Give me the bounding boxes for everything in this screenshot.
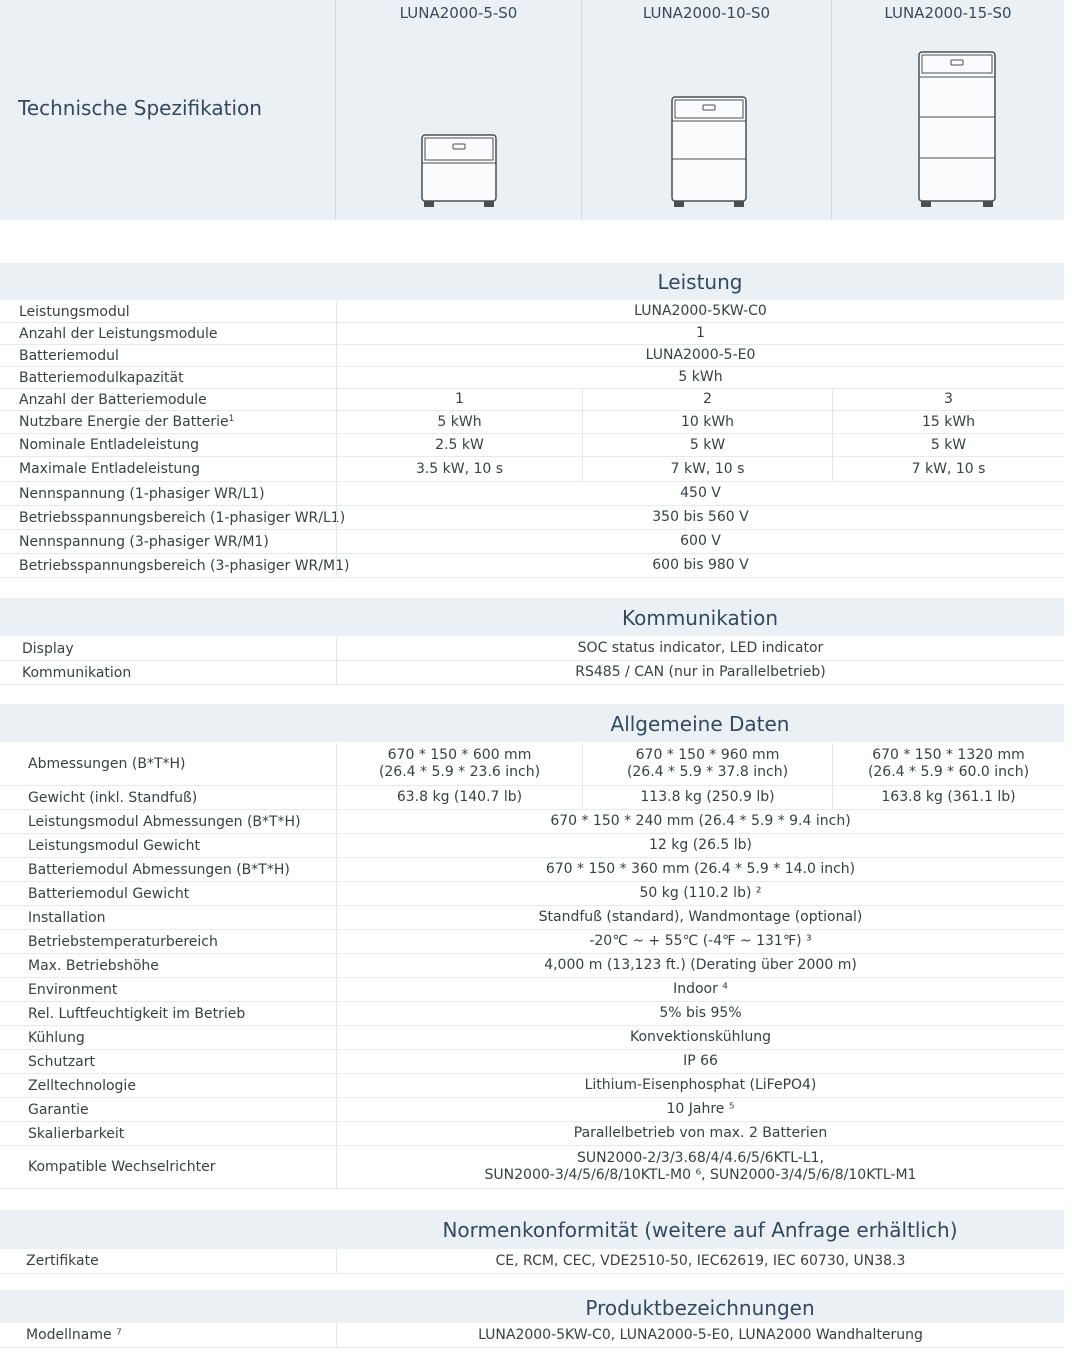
row-kommunikation bbox=[0, 661, 1064, 685]
dim-inch: (26.4 * 5.9 * 37.8 inch) bbox=[626, 764, 789, 780]
row-label: Skalierbarkeit bbox=[28, 1125, 125, 1142]
dim-inch: (26.4 * 5.9 * 60.0 inch) bbox=[867, 764, 1030, 780]
row-anzahl-leistungsmodule bbox=[0, 323, 1064, 345]
row-label: Kühlung bbox=[28, 1029, 85, 1046]
row-label: Betriebsspannungsbereich (1-phasiger WR/L1) bbox=[19, 509, 346, 526]
row-value: 670 * 150 * 360 mm (26.4 * 5.9 * 14.0 inch) bbox=[336, 858, 1064, 881]
row-kuehlung bbox=[0, 1026, 1064, 1050]
row-label: Anzahl der Batteriemodule bbox=[19, 391, 207, 408]
row-skalierbarkeit bbox=[0, 1122, 1064, 1146]
row-value: 4,000 m (13,123 ft.) (Derating über 2000 m) bbox=[336, 954, 1064, 977]
row-value: Standfuß (standard), Wandmontage (optional) bbox=[336, 906, 1064, 929]
row-label bbox=[19, 411, 234, 433]
row-anzahl-batteriemodule bbox=[0, 389, 1064, 411]
row-leistungsmodul bbox=[0, 301, 1064, 323]
row-value-5: 3.5 kW, 10 s bbox=[336, 457, 582, 481]
dim-mm: 670 * 150 * 1320 mm bbox=[872, 747, 1025, 763]
row-label: Betriebstemperaturbereich bbox=[28, 933, 218, 950]
row-value-10: 7 kW, 10 s bbox=[582, 457, 832, 481]
row-value: Konvektionskühlung bbox=[336, 1026, 1064, 1049]
row-batteriemodulkapazitaet bbox=[0, 367, 1064, 389]
dim-inch: (26.4 * 5.9 * 23.6 inch) bbox=[378, 764, 541, 780]
row-environment bbox=[0, 978, 1064, 1002]
row-installation bbox=[0, 906, 1064, 930]
section-kommunikation bbox=[0, 598, 1064, 636]
row-value-5: 2.5 kW bbox=[336, 434, 582, 456]
section-title-produkt: Produktbezeichnungen bbox=[585, 1296, 815, 1320]
row-gewicht bbox=[0, 786, 1064, 810]
row-zelltechnologie bbox=[0, 1074, 1064, 1098]
dim-mm: 670 * 150 * 600 mm bbox=[387, 747, 532, 763]
row-label: Betriebsspannungsbereich (3-phasiger WR/M1) bbox=[19, 557, 350, 574]
row-value-5: 63.8 kg (140.7 lb) bbox=[336, 786, 582, 809]
row-label: Leistungsmodul bbox=[19, 303, 130, 320]
row-betriebshoehe bbox=[0, 954, 1064, 978]
section-title-leistung: Leistung bbox=[657, 270, 743, 294]
row-lm-gewicht bbox=[0, 834, 1064, 858]
section-normen bbox=[0, 1210, 1064, 1249]
row-value: 350 bis 560 V bbox=[336, 506, 1064, 529]
row-value: LUNA2000-5KW-C0 bbox=[336, 301, 1064, 322]
row-value: 450 V bbox=[336, 482, 1064, 505]
model-column-5 bbox=[336, 0, 582, 220]
row-label: Nennspannung (3-phasiger WR/M1) bbox=[19, 533, 269, 550]
row-value-5: 1 bbox=[336, 389, 582, 410]
row-value: Parallelbetrieb von max. 2 Batterien bbox=[336, 1122, 1064, 1145]
dim-mm: 670 * 150 * 960 mm bbox=[635, 747, 780, 763]
row-value: 600 V bbox=[336, 530, 1064, 553]
row-value-15: 163.8 kg (361.1 lb) bbox=[832, 786, 1064, 809]
section-title-allgemein: Allgemeine Daten bbox=[610, 712, 790, 736]
section-title-normen: Normenkonformität (weitere auf Anfrage erhältlich) bbox=[442, 1218, 958, 1242]
row-label: Batteriemodul bbox=[19, 347, 119, 364]
row-abmessungen bbox=[0, 743, 1064, 786]
row-value-15: 7 kW, 10 s bbox=[832, 457, 1064, 481]
model-column-15 bbox=[832, 0, 1064, 220]
row-label: Garantie bbox=[28, 1101, 89, 1118]
inverter-line-2: SUN2000-3/4/5/6/8/10KTL-M0 ⁶, SUN2000-3/4/5/6/8/10KTL-M1 bbox=[484, 1167, 917, 1183]
row-value-15: 5 kW bbox=[832, 434, 1064, 456]
model-name-15: LUNA2000-15-S0 bbox=[884, 4, 1012, 22]
row-nennspannung-3ph bbox=[0, 530, 1064, 554]
page-title: Technische Spezifikation bbox=[18, 96, 262, 120]
row-label: Anzahl der Leistungsmodule bbox=[19, 325, 218, 342]
inverter-line-1: SUN2000-2/3/3.68/4/4.6/5/6KTL-L1, bbox=[577, 1150, 824, 1166]
battery-5-image bbox=[420, 133, 498, 209]
row-modellname bbox=[0, 1323, 1064, 1348]
row-label: Display bbox=[22, 640, 74, 657]
model-name-10: LUNA2000-10-S0 bbox=[642, 4, 771, 22]
row-label: Batteriemodulkapazität bbox=[19, 369, 184, 386]
row-label: Max. Betriebshöhe bbox=[28, 957, 159, 974]
row-value: 12 kg (26.5 lb) bbox=[336, 834, 1064, 857]
row-value-10: 10 kWh bbox=[582, 411, 832, 433]
row-label: Gewicht (inkl. Standfuß) bbox=[28, 789, 198, 806]
row-value: Lithium-Eisenphosphat (LiFePO4) bbox=[336, 1074, 1064, 1097]
row-value: -20℃ ~ + 55℃ (-4℉ ~ 131℉) ³ bbox=[336, 930, 1064, 953]
header-title-cell bbox=[0, 0, 336, 220]
row-value: 5 kWh bbox=[336, 367, 1064, 388]
row-value: LUNA2000-5KW-C0, LUNA2000-5-E0, LUNA2000 Wandhalterung bbox=[336, 1323, 1064, 1347]
row-label: Kommunikation bbox=[22, 664, 132, 681]
row-value-10: 2 bbox=[582, 389, 832, 410]
row-value: 670 * 150 * 240 mm (26.4 * 5.9 * 9.4 inch) bbox=[336, 810, 1064, 833]
row-label: Abmessungen (B*T*H) bbox=[28, 756, 186, 772]
row-label: Leistungsmodul Gewicht bbox=[28, 837, 200, 854]
battery-15-image bbox=[917, 50, 997, 209]
row-bm-gewicht bbox=[0, 882, 1064, 906]
row-label: Modellname ⁷ bbox=[26, 1327, 122, 1343]
row-nutzbare-energie bbox=[0, 411, 1064, 434]
battery-10-image bbox=[670, 95, 748, 209]
row-value-15 bbox=[832, 743, 1064, 785]
section-produkt bbox=[0, 1290, 1064, 1323]
row-batteriemodul bbox=[0, 345, 1064, 367]
row-luftfeuchtigkeit bbox=[0, 1002, 1064, 1026]
row-garantie bbox=[0, 1098, 1064, 1122]
row-value: CE, RCM, CEC, VDE2510-50, IEC62619, IEC 60730, UN38.3 bbox=[336, 1249, 1064, 1273]
row-label: Schutzart bbox=[28, 1053, 95, 1070]
row-schutzart bbox=[0, 1050, 1064, 1074]
row-zertifikate bbox=[0, 1249, 1064, 1274]
row-value-10 bbox=[582, 743, 832, 785]
row-wechselrichter bbox=[0, 1146, 1064, 1189]
row-label: Maximale Entladeleistung bbox=[19, 461, 200, 477]
footnote-marker: 1 bbox=[228, 414, 235, 424]
row-label: Zertifikate bbox=[26, 1253, 99, 1269]
row-bm-abmessungen bbox=[0, 858, 1064, 882]
row-label: Nennspannung (1-phasiger WR/L1) bbox=[19, 485, 265, 502]
row-value bbox=[336, 1146, 1064, 1188]
row-value: IP 66 bbox=[336, 1050, 1064, 1073]
row-label: Environment bbox=[28, 981, 118, 998]
model-name-5: LUNA2000-5-S0 bbox=[399, 4, 518, 22]
section-leistung bbox=[0, 263, 1064, 300]
row-label: Batteriemodul Abmessungen (B*T*H) bbox=[28, 861, 290, 878]
row-value: 600 bis 980 V bbox=[336, 554, 1064, 577]
row-lm-abmessungen bbox=[0, 810, 1064, 834]
model-column-10 bbox=[582, 0, 832, 220]
section-title-kommunikation: Kommunikation bbox=[621, 606, 779, 630]
row-label: Batteriemodul Gewicht bbox=[28, 885, 190, 902]
row-label: Leistungsmodul Abmessungen (B*T*H) bbox=[28, 813, 301, 830]
row-label: Installation bbox=[28, 909, 106, 926]
row-betriebsspannung-3ph bbox=[0, 554, 1064, 578]
row-betriebstemperatur bbox=[0, 930, 1064, 954]
row-value-15: 3 bbox=[832, 389, 1064, 410]
row-value: SOC status indicator, LED indicator bbox=[336, 637, 1064, 660]
row-value: LUNA2000-5-E0 bbox=[336, 345, 1064, 366]
row-nennspannung-1ph bbox=[0, 482, 1064, 506]
row-label: Zelltechnologie bbox=[28, 1077, 136, 1094]
row-nominale-entladeleistung bbox=[0, 434, 1064, 457]
section-allgemein bbox=[0, 704, 1064, 742]
row-label: Nominale Entladeleistung bbox=[19, 437, 199, 453]
row-value: 1 bbox=[336, 323, 1064, 344]
spec-header bbox=[0, 0, 1064, 220]
row-value: 5% bis 95% bbox=[336, 1002, 1064, 1025]
row-value-15: 15 kWh bbox=[832, 411, 1064, 433]
row-label-text: Nutzbare Energie der Batterie bbox=[19, 414, 229, 430]
row-value: 10 Jahre ⁵ bbox=[336, 1098, 1064, 1121]
row-value-10: 113.8 kg (250.9 lb) bbox=[582, 786, 832, 809]
row-display bbox=[0, 637, 1064, 661]
row-betriebsspannung-1ph bbox=[0, 506, 1064, 530]
row-value: RS485 / CAN (nur in Parallelbetrieb) bbox=[336, 661, 1064, 684]
row-value: Indoor ⁴ bbox=[336, 978, 1064, 1001]
row-value-5 bbox=[336, 743, 582, 785]
row-value-5: 5 kWh bbox=[336, 411, 582, 433]
row-maximale-entladeleistung bbox=[0, 457, 1064, 482]
row-label: Rel. Luftfeuchtigkeit im Betrieb bbox=[28, 1005, 246, 1022]
row-value-10: 5 kW bbox=[582, 434, 832, 456]
row-label: Kompatible Wechselrichter bbox=[28, 1159, 216, 1175]
row-value: 50 kg (110.2 lb) ² bbox=[336, 882, 1064, 905]
